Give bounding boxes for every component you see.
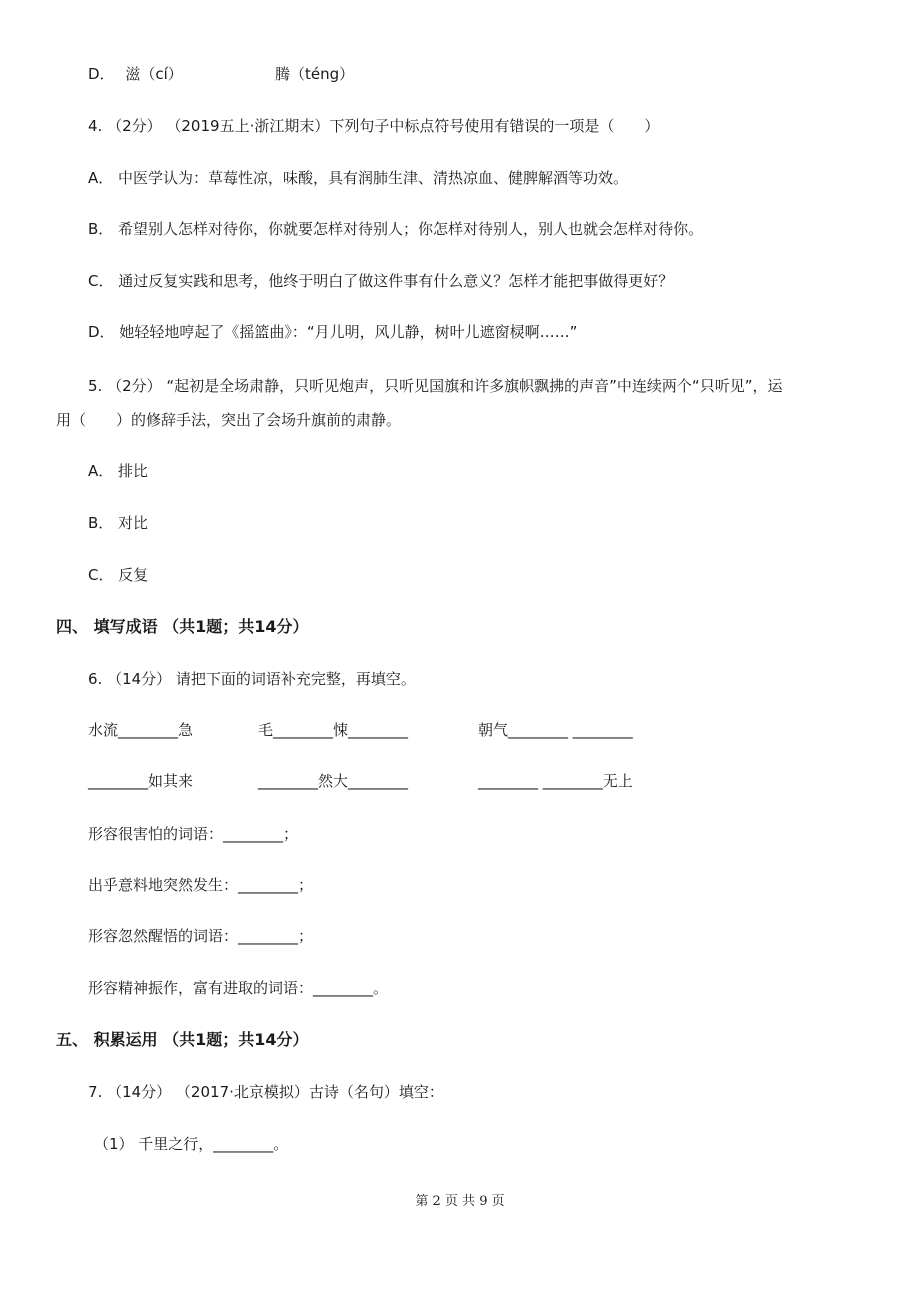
q6-row1-item3: 朝气________ ________ — [478, 721, 633, 739]
q6-row2-item1: ________如其来 — [88, 772, 194, 790]
q3-option-d-word2: 腾（téng） — [275, 65, 355, 83]
q7-stem: 7. （14分） （2017·北京模拟）古诗（名句）填空： — [88, 1083, 444, 1101]
q7-sub1: （1） 千里之行，________。 — [94, 1135, 289, 1153]
q5-option-a: A． 排比 — [88, 462, 149, 480]
q6-fill-3: 形容忽然醒悟的词语：________； — [88, 927, 314, 945]
q6-stem: 6. （14分） 请把下面的词语补充完整，再填空。 — [88, 670, 416, 688]
q6-row2-item3: ________ ________无上 — [478, 772, 633, 790]
q5-stem-line2: 用（ ）的修辞手法，突出了会场升旗前的肃静。 — [56, 411, 402, 429]
q4-option-a: A． 中医学认为：草莓性凉，味酸，具有润肺生津、清热凉血、健脾解酒等功效。 — [88, 169, 629, 187]
q4-option-c: C． 通过反复实践和思考，他终于明白了做这件事有什么意义？怎样才能把事做得更好？ — [88, 272, 674, 290]
q3-option-d-label: D． — [88, 65, 115, 83]
q5-stem-line1: 5. （2分） “起初是全场肃静，只听见炮声，只听见国旗和许多旗帜飘拂的声音”中连续两个“只听见”，运 — [88, 377, 783, 395]
q6-row2-item2: ________然大________ — [258, 772, 409, 790]
section-4-title: 四、 填写成语 （共1题；共14分） — [56, 617, 309, 636]
q6-row1-item1: 水流________急 — [88, 721, 194, 739]
q4-option-d: D． 她轻轻地哼起了《摇篮曲》：“月儿明，风儿静，树叶儿遮窗棂啊……” — [88, 323, 578, 341]
q6-fill-2: 出乎意料地突然发生：________； — [88, 876, 314, 894]
q5-option-b: B． 对比 — [88, 514, 149, 532]
q3-option-d — [88, 64, 183, 84]
q5-option-c: C． 反复 — [88, 566, 149, 584]
page-number: 第 2 页 共 9 页 — [415, 1194, 505, 1209]
q4-stem: 4. （2分） （2019五上·浙江期末）下列句子中标点符号使用有错误的一项是（ ） — [88, 117, 660, 135]
q6-fill-1: 形容很害怕的词语：________； — [88, 825, 299, 843]
q3-option-d-word1: 滋（cí） — [125, 65, 183, 83]
q6-row1-item2: 毛________悚________ — [258, 721, 409, 739]
q6-fill-4: 形容精神振作，富有进取的词语：________。 — [88, 979, 389, 997]
section-5-title: 五、 积累运用 （共1题；共14分） — [56, 1030, 309, 1049]
q4-option-b: B． 希望别人怎样对待你，你就要怎样对待别人；你怎样对待别人，别人也就会怎样对待你。 — [88, 220, 704, 238]
